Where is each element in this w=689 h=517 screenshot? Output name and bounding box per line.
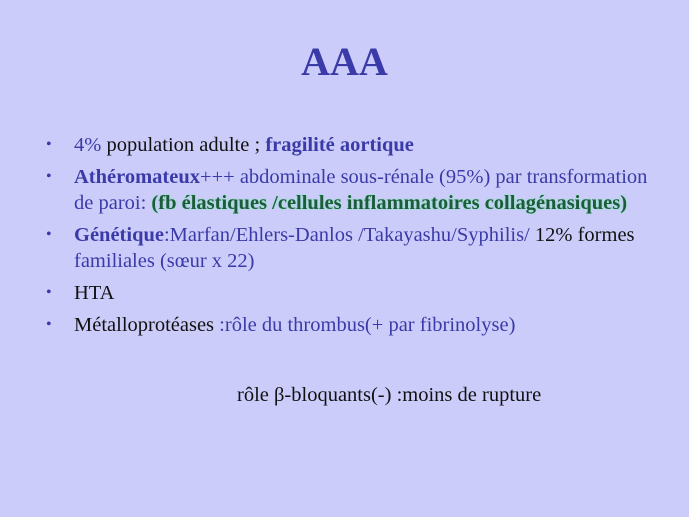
bullet-5-part-1: Métalloprotéases — [74, 314, 220, 336]
bullet-1-part-1: 4% — [74, 134, 107, 156]
bullet-3-part-1: Génétique — [74, 224, 164, 246]
bullet-dot-icon: • — [46, 316, 52, 333]
bullet-5-part-2: :rôle du thrombus(+ par fibrinolyse) — [219, 314, 516, 336]
bullet-item-2 — [46, 164, 666, 216]
bullet-3-part-3: 12% formes — [534, 224, 635, 246]
bullet-4-part-1: HTA — [74, 282, 115, 304]
bullet-item-3 — [46, 222, 666, 274]
bullet-dot-icon: • — [46, 284, 52, 301]
slide-title: AAA — [301, 39, 388, 84]
bullet-2-part-3: (fb élastiques /cellules inflammatoires collagénasiques) — [151, 192, 628, 214]
bullet-item-4 — [46, 280, 666, 306]
bullet-dot-icon: • — [46, 136, 52, 153]
bullet-5-continuation: rôle β-bloquants(-) :moins de rupture — [237, 384, 542, 406]
bullet-item-5 — [46, 312, 666, 338]
bullet-3-part-2: :Marfan/Ehlers-Danlos /Takayashu/Syphilis/ — [163, 224, 535, 246]
bullet-1-part-3: fragilité aortique — [265, 134, 414, 156]
bullet-dot-icon: • — [46, 168, 52, 185]
bullet-2-part-2: +++ abdominale sous-rénale (95%) par transformation de paroi: — [74, 166, 648, 214]
bullet-3-part-4: familiales (sœur x 22) — [74, 250, 255, 272]
bullet-1-part-2: population adulte ; — [106, 134, 266, 156]
bullet-item-1 — [46, 132, 666, 158]
bullet-list — [46, 132, 666, 344]
bullet-2-part-1: Athéromateux — [74, 166, 201, 188]
bullet-dot-icon: • — [46, 226, 52, 243]
